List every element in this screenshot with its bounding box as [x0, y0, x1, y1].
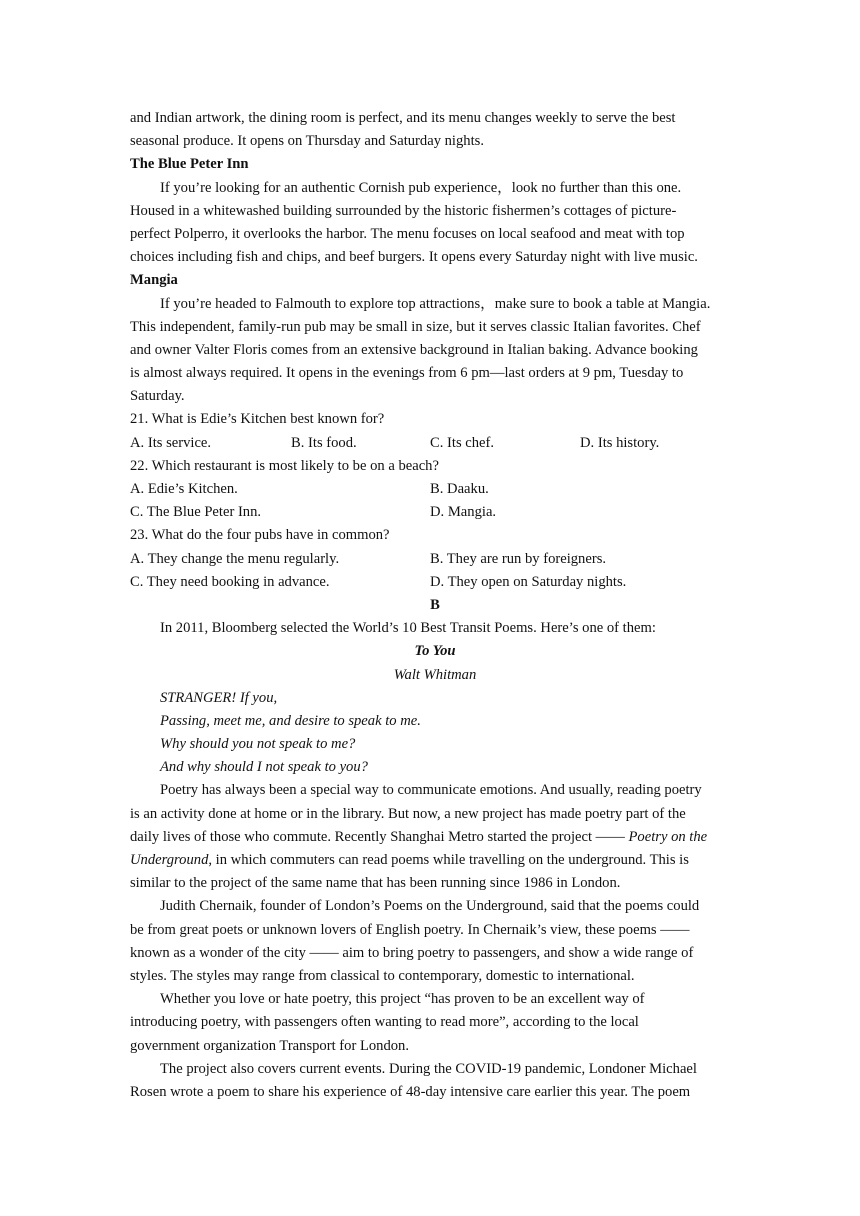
blue-peter-heading: The Blue Peter Inn [130, 156, 249, 173]
option-d: D. Its history. [580, 434, 660, 451]
option-c: C. Its chef. [430, 434, 495, 451]
poem-author: Walt Whitman [393, 666, 477, 683]
option-d: D. They open on Saturday nights. [430, 573, 627, 590]
poem-line: STRANGER! If you, [160, 689, 278, 706]
option-d: D. Mangia. [430, 504, 497, 521]
blue-peter-text-line: Housed in a whitewashed building surrounded by the historic fishermen’s cottages of picture- [130, 202, 677, 219]
blue-peter-text-line: choices including fish and chips, and beef burgers. It opens every Saturday night with live music. [130, 249, 698, 266]
paragraph-line: Rosen wrote a poem to share his experience of 48-day intensive care earlier this year. The poem [130, 1083, 691, 1100]
question-21-options [130, 432, 740, 455]
option-c: C. The Blue Peter Inn. [130, 504, 262, 521]
question-23-options-row2 [130, 571, 740, 594]
blue-peter-text-line: If you’re looking for an authentic Cornish pub experience，look no further than this one. [160, 179, 682, 196]
paragraph-line: government organization Transport for London. [130, 1037, 409, 1054]
question-23-options-row1 [130, 548, 740, 571]
poem-line: And why should I not speak to you? [160, 759, 368, 776]
mangia-text-line: Saturday. [130, 388, 185, 405]
edies-kitchen-text-line: and Indian artwork, the dining room is perfect, and its menu changes weekly to serve the best [130, 110, 676, 126]
project-name-italic: Underground [130, 852, 209, 868]
mangia-text-line: and owner Valter Floris comes from an extensive background in Italian baking. Advance booking [130, 341, 698, 358]
option-a: A. Edie’s Kitchen. [130, 481, 238, 497]
paragraph-line [130, 849, 740, 872]
option-a: A. Its service. [130, 434, 212, 451]
paragraph-line: similar to the project of the same name that has been running since 1986 in London. [130, 875, 621, 892]
question-22-options-row1 [130, 478, 740, 501]
paragraph-line: Judith Chernaik, founder of London’s Poems on the Underground, said that the poems could [160, 898, 700, 915]
paragraph-text: , in which commuters can read poems while travelling on the underground. This is [208, 852, 689, 868]
paragraph-line: Poetry has always been a special way to communicate emotions. And usually, reading poetry [160, 782, 702, 799]
question-21-stem: 21. What is Edie’s Kitchen best known for? [130, 411, 385, 428]
mangia-text-line: This independent, family-run pub may be small in size, but it serves classic Italian favorites. Chef [130, 318, 701, 335]
option-b: B. They are run by foreigners. [430, 550, 607, 567]
option-c: C. They need booking in advance. [130, 573, 330, 590]
option-b: B. Its food. [291, 434, 357, 451]
paragraph-line: styles. The styles may range from classical to contemporary, domestic to international. [130, 967, 635, 984]
mangia-text-line: If you’re headed to Falmouth to explore top attractions，make sure to book a table at Mangia. [160, 295, 711, 312]
document-page [130, 107, 740, 1104]
section-b-intro: In 2011, Bloomberg selected the World’s 10 Best Transit Poems. Here’s one of them: [160, 620, 656, 637]
question-22-stem: 22. Which restaurant is most likely to be on a beach? [130, 457, 439, 474]
poem-line: Passing, meet me, and desire to speak to me. [160, 712, 421, 729]
question-22-options-row2 [130, 501, 740, 524]
option-a: A. They change the menu regularly. [130, 550, 340, 567]
paragraph-line: be from great poets or unknown lovers of English poetry. In Chernaik’s view, these poems —— [130, 921, 690, 938]
paragraph-line: known as a wonder of the city —— aim to bring poetry to passengers, and show a wide range of [130, 944, 694, 961]
paragraph-line: The project also covers current events. During the COVID-19 pandemic, Londoner Michael [160, 1060, 697, 1077]
paragraph-text: daily lives of those who commute. Recently Shanghai Metro started the project —— [130, 828, 629, 845]
paragraph-line: is an activity done at home or in the library. But now, a new project has made poetry part of the [130, 805, 686, 822]
question-23-stem: 23. What do the four pubs have in common? [130, 527, 390, 544]
option-b: B. Daaku. [430, 481, 489, 497]
paragraph-line [130, 826, 740, 849]
mangia-heading: Mangia [130, 272, 178, 289]
project-name-italic: Poetry on the [628, 828, 708, 845]
paragraph-line: Whether you love or hate poetry, this project “has proven to be an excellent way of [160, 991, 645, 1008]
blue-peter-text-line: perfect Polperro, it overlooks the harbor. The menu focuses on local seafood and meat with top [130, 225, 685, 242]
paragraph-line: introducing poetry, with passengers often wanting to read more”, according to the local [130, 1014, 639, 1031]
poem-title: To You [414, 643, 456, 660]
poem-line: Why should you not speak to me? [160, 736, 356, 753]
section-b-label: B [430, 596, 440, 613]
edies-kitchen-text-line: seasonal produce. It opens on Thursday and Saturday nights. [130, 133, 484, 150]
mangia-text-line: is almost always required. It opens in the evenings from 6 pm—last orders at 9 pm, Tuesday to [130, 365, 684, 382]
